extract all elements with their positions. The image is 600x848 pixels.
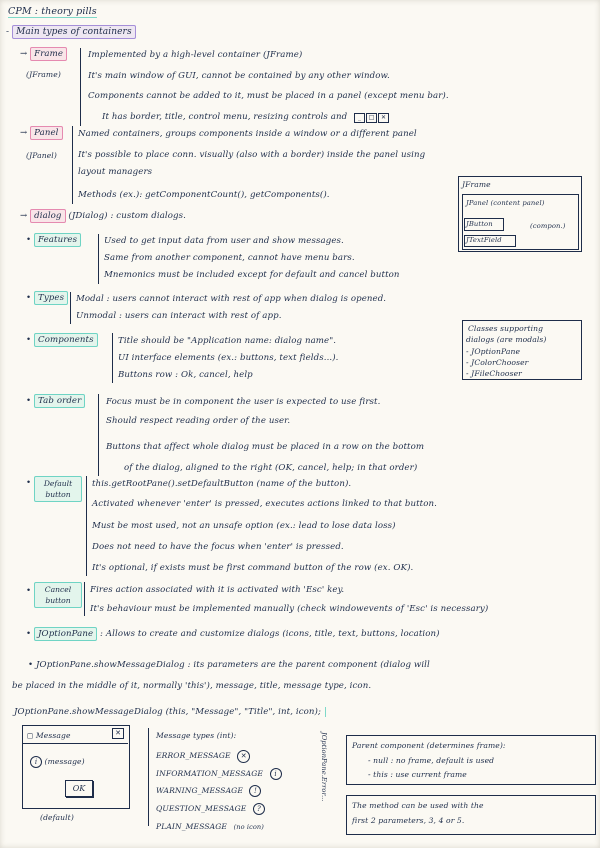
warning-icon: !: [249, 785, 261, 797]
jpanel-bracket: [72, 126, 73, 204]
message-type-error: [156, 750, 250, 763]
parent-component-item: - this : use current frame: [368, 770, 467, 779]
joptionpane-method-line: [28, 660, 430, 671]
bullet-icon: •: [26, 478, 32, 488]
message-dialog-body-text: (message): [44, 757, 85, 766]
message-dialog-title-text: Message: [35, 731, 71, 740]
cancel-button-line-2: It's behaviour must be implemented manually (check windowevents of 'Esc' is necessary): [90, 604, 489, 614]
features-line-2: Same from another component, cannot have menu bars.: [104, 253, 355, 263]
classes-box-item: - JColorChooser: [466, 358, 529, 367]
joptionpane-heading: [26, 629, 440, 640]
dialog-tag-label: dialog: [30, 209, 65, 223]
classes-box-title: Classes supporting: [468, 324, 544, 333]
joptionpane-method-line-2: be placed in the middle of it, normally 'this'), message, title, message type, icon.: [12, 681, 372, 691]
message-type-question: [156, 803, 265, 815]
no-icon-note: (no icon): [233, 823, 264, 831]
bullet-icon: •: [26, 396, 35, 406]
default-button-line-1: this.getRootPane().setDefaultButton (name of the button).: [92, 479, 352, 489]
jpanel-line-4: Methods (ex.): getComponentCount(), getComponents().: [78, 190, 330, 200]
features-tag-label: Features: [34, 233, 81, 247]
features-line-3: Mnemonics must be included except for default and cancel button: [104, 270, 400, 280]
jframe-line-1: Implemented by a high-level container (JFrame): [88, 50, 303, 60]
cancel-button-line-1: Fires action associated with it is activated with 'Esc' key.: [90, 585, 345, 595]
default-button-line-3: Must be most used, not an unsafe option (ex.: lead to lose data loss): [92, 521, 396, 531]
bullet-icon: •: [28, 660, 37, 670]
method-note-line-1: The method can be used with the: [352, 801, 484, 810]
components-line-3: Buttons row : Ok, cancel, help: [118, 370, 253, 380]
joptionpane-example-text: JOptionPane.showMessageDialog (this, "Message", "Title", int, icon);: [14, 707, 326, 717]
components-line-2: UI interface elements (ex.: buttons, text fields...).: [118, 353, 339, 363]
message-type-label: PLAIN_MESSAGE: [156, 822, 228, 831]
joptionpane-method-text: JOptionPane.showMessageDialog : its parameters are the parent component (dialog will: [36, 660, 430, 670]
jframe-line-4: [102, 112, 389, 123]
components-tag: [26, 335, 98, 346]
jframe-diagram-row3: JTextField: [466, 236, 502, 244]
question-icon: ?: [253, 803, 265, 815]
message-types-bracket: [148, 728, 149, 826]
information-icon: i: [270, 768, 282, 780]
features-line-1: Used to get input data from user and show messages.: [104, 236, 344, 246]
bullet-icon: •: [26, 293, 35, 303]
default-button-line-5: It's optional, if exists must be first command button of the row (ex. OK).: [92, 563, 414, 573]
ok-label: OK: [72, 784, 86, 793]
parent-component-item: - null : no frame, default is used: [368, 756, 495, 765]
arrow-icon: →: [20, 128, 31, 138]
dialog-heading: [20, 211, 186, 222]
message-type-warning: [156, 785, 261, 797]
types-tag-label: Types: [34, 291, 68, 305]
joptionpane-example: [14, 707, 326, 718]
jframe-diagram-row2a: JButton: [466, 220, 493, 228]
cancel-button-bracket: [84, 582, 85, 616]
bullet-icon: •: [26, 235, 35, 245]
cancel-button-tag: [26, 586, 31, 597]
tab-order-line-1: Focus must be in component the user is expected to use first.: [106, 397, 381, 407]
default-button-tag: [26, 478, 31, 489]
message-types-title: Message types (int):: [156, 731, 237, 740]
features-tag: [26, 235, 81, 246]
jpanel-line-2: It's possible to place conn. visually (also with a border) inside the panel using: [78, 150, 426, 160]
message-dialog-titlebar-divider: [22, 743, 128, 744]
jframe-line-4-text: It has border, title, control menu, resizing controls and: [102, 112, 348, 122]
message-type-label: WARNING_MESSAGE: [156, 786, 243, 795]
title-text: CPM : theory pills: [8, 6, 97, 17]
message-dialog-ok-button[interactable]: [65, 780, 93, 797]
method-note-line-2: first 2 parameters, 3, 4 or 5.: [352, 816, 465, 825]
types-bracket: [70, 292, 71, 324]
jpanel-sub: (JPanel): [26, 151, 57, 160]
cancel-button-tag-label: Cancel button: [34, 582, 82, 608]
message-dialog-body: [30, 756, 85, 768]
classes-box-item: - JFileChooser: [466, 369, 522, 378]
message-type-label: QUESTION_MESSAGE: [156, 804, 247, 813]
jpanel-line-3: layout managers: [78, 167, 153, 177]
close-icon: ✕: [112, 728, 124, 739]
message-type-plain: [156, 821, 264, 833]
page-title: [8, 6, 97, 17]
components-line-1: Title should be "Application name: dialog name".: [118, 336, 337, 346]
message-type-label: ERROR_MESSAGE: [156, 751, 231, 760]
arrow-icon: →: [20, 49, 31, 59]
window-icon: ◻: [27, 731, 36, 740]
info-icon: i: [30, 756, 42, 768]
message-dialog-caption: (default): [40, 813, 74, 822]
joptionpane-tag-label: JOptionPane: [34, 627, 97, 641]
default-button-bracket: [86, 476, 87, 576]
default-button-line-2: Activated whenever 'enter' is pressed, executes actions linked to that button.: [92, 499, 437, 509]
types-line-1: Modal : users cannot interact with rest of app when dialog is opened.: [76, 294, 387, 304]
bullet-icon: •: [26, 586, 32, 596]
section-heading: [6, 27, 136, 38]
jframe-line-2: It's main window of GUI, cannot be contained by any other window.: [88, 71, 390, 81]
jframe-tag: [20, 49, 67, 60]
jframe-diagram-row2b: (compon.): [530, 222, 566, 230]
message-types-side-note: JOptionPane.Error...: [320, 732, 328, 802]
tab-order-line-4: of the dialog, aligned to the right (OK, cancel, help; in that order): [124, 463, 418, 473]
tab-order-tag-label: Tab order: [34, 394, 85, 408]
message-dialog-title: [27, 730, 71, 741]
error-icon: ✕: [237, 750, 250, 763]
window-controls-icon: _ □ ✕: [353, 112, 389, 122]
jpanel-line-1: Named containers, groups components inside a window or a different panel: [78, 129, 417, 139]
bullet-icon: •: [26, 335, 35, 345]
jpanel-tag: [20, 128, 63, 139]
default-button-tag-label: Default button: [34, 476, 82, 502]
jframe-diagram-row1: JPanel (content panel): [466, 199, 545, 207]
jframe-tag-label: Frame: [30, 47, 67, 61]
types-line-2: Unmodal : users can interact with rest of app.: [76, 311, 282, 321]
features-bracket: [98, 234, 99, 284]
tab-order-line-3: Buttons that affect whole dialog must be placed in a row on the bottom: [106, 442, 425, 452]
subtitle-text: Main types of containers: [12, 25, 136, 39]
dialog-text: (JDialog) : custom dialogs.: [68, 211, 186, 221]
bullet-dash: -: [6, 27, 13, 37]
types-tag: [26, 293, 68, 304]
tab-order-line-2: Should respect reading order of the user.: [106, 416, 291, 426]
joptionpane-text: : Allows to create and customize dialogs (icons, title, text, buttons, location): [100, 629, 440, 639]
message-type-label: INFORMATION_MESSAGE: [156, 769, 264, 778]
tab-order-tag: [26, 396, 85, 407]
default-button-line-4: Does not need to have the focus when 'enter' is pressed.: [92, 542, 344, 552]
classes-box-item: - JOptionPane: [466, 347, 521, 356]
parent-component-title: Parent component (determines frame):: [352, 741, 506, 750]
classes-box-subtitle: dialogs (are modals): [466, 335, 547, 344]
bullet-icon: •: [26, 629, 35, 639]
jframe-bracket: [80, 48, 81, 126]
message-type-information: [156, 768, 282, 780]
jpanel-tag-label: Panel: [30, 126, 62, 140]
jframe-diagram-title: JFrame: [462, 180, 491, 189]
components-tag-label: Components: [34, 333, 98, 347]
jframe-line-3: Components cannot be added to it, must be placed in a panel (except menu bar).: [88, 91, 449, 101]
tab-order-bracket: [98, 394, 99, 476]
jframe-sub: (JFrame): [26, 70, 61, 79]
components-bracket: [112, 333, 113, 383]
arrow-icon: →: [20, 211, 31, 221]
